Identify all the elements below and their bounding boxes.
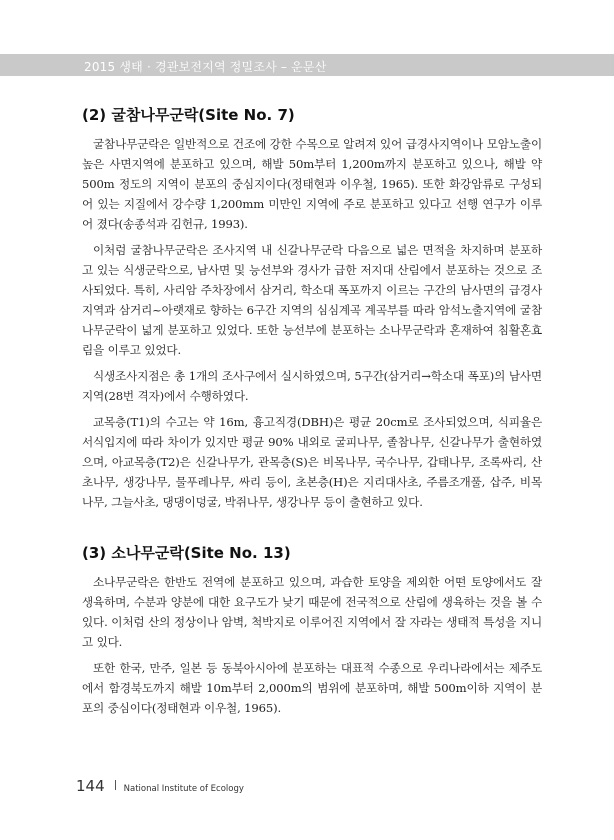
- body-paragraph: 굴참나무군락은 일반적으로 건조에 강한 수목으로 알려져 있어 급경사지역이나 모암노출이 높은 사면지역에 분포하고 있으며, 해발 50m부터 1,200m까지 분포하고 있으나, 해발 약 500m 정도의 지역이 분포의 중심지이다(정태현과 이우철, 1965). 또한 화강암류로 구성되어 있는 지질에서 강수량 1,200mm 미만인 지역에 주로 분포하고 있다고 선행 연구가 이루어 졌다(송종석과 김헌규, 1993).: [82, 137, 542, 231]
- running-header-title: 2015 생태 · 경관보전지역 정밀조사 – 운문산: [84, 60, 327, 74]
- body-paragraph: 소나무군락은 한반도 전역에 분포하고 있으며, 과습한 토양을 제외한 어떤 토양에서도 잘 생육하며, 수분과 양분에 대한 요구도가 낮기 때문에 전국적으로 산림에 생육하는 것을 볼 수 있다. 이처럼 산의 정상이나 암벽, 척박지로 이루어진 지역에서 잘 자라는 생태적 특성을 지니고 있다.: [82, 575, 542, 649]
- section-heading: (2) 굴참나무군락(Site No. 7): [82, 106, 295, 124]
- body-paragraph: 교목층(T1)의 수고는 약 16m, 흉고직경(DBH)은 평균 20cm로 조사되었으며, 식피율은 서식입지에 따라 차이가 있지만 평균 90% 내외로 굴피나무, 졸참나무, 신갈나무가 출현하였으며, 아교목층(T2)은 신갈나무가, 관목층(S)은 비목나무, 국수나무, 갑태나무, 조록싸리, 산초나무, 생강나무, 물푸레나무, 싸리 등이, 초본층(H)은 지리대사초, 주름조개풀, 삽주, 비목나무, 그늘사초, 댕댕이덩굴, 박쥐나무, 생강나무 등이 출현하고 있다.: [82, 415, 542, 509]
- body-paragraph: 이처럼 굴참나무군락은 조사지역 내 신갈나무군락 다음으로 넓은 면적을 차지하며 분포하고 있는 식생군락으로, 남사면 및 능선부와 경사가 급한 저지대 산림에서 분포하는 것으로 조사되었다. 특히, 사리암 주차장에서 삼거리, 학소대 폭포까지 이르는 구간의 남사면의 급경사 지역과 삼거리~아랫재로 향하는 6구간 지역의 심심계곡 계곡부를 따라 암석노출지역에 굴참나무군락이 넓게 분포하고 있었다. 또한 능선부에 분포하는 소나무군락과 혼재하여 침활혼효림을 이루고 있었다.: [82, 243, 542, 357]
- section-heading: (3) 소나무군락(Site No. 13): [82, 544, 291, 562]
- footer-divider: [115, 780, 116, 790]
- body-paragraph: 또한 한국, 만주, 일본 등 동북아시아에 분포하는 대표적 수종으로 우리나라에서는 제주도에서 함경북도까지 해발 10m부터 2,000m의 범위에 분포하며, 해발 500m이하 지역이 분포의 중심이다(정태현과 이우철, 1965).: [82, 661, 542, 715]
- section-pinus-densiflora: [82, 542, 542, 718]
- body-paragraph: 식생조사지점은 총 1개의 조사구에서 실시하였으며, 5구간(삼거리→학소대 폭포)의 남사면 지역(28번 격자)에서 수행하였다.: [82, 369, 542, 403]
- publisher-name: National Institute of Ecology: [123, 784, 244, 794]
- section-quercus-variabilis: [82, 104, 542, 512]
- page-content: [82, 104, 542, 724]
- page-number: 144: [76, 777, 105, 795]
- page-footer: [76, 776, 244, 795]
